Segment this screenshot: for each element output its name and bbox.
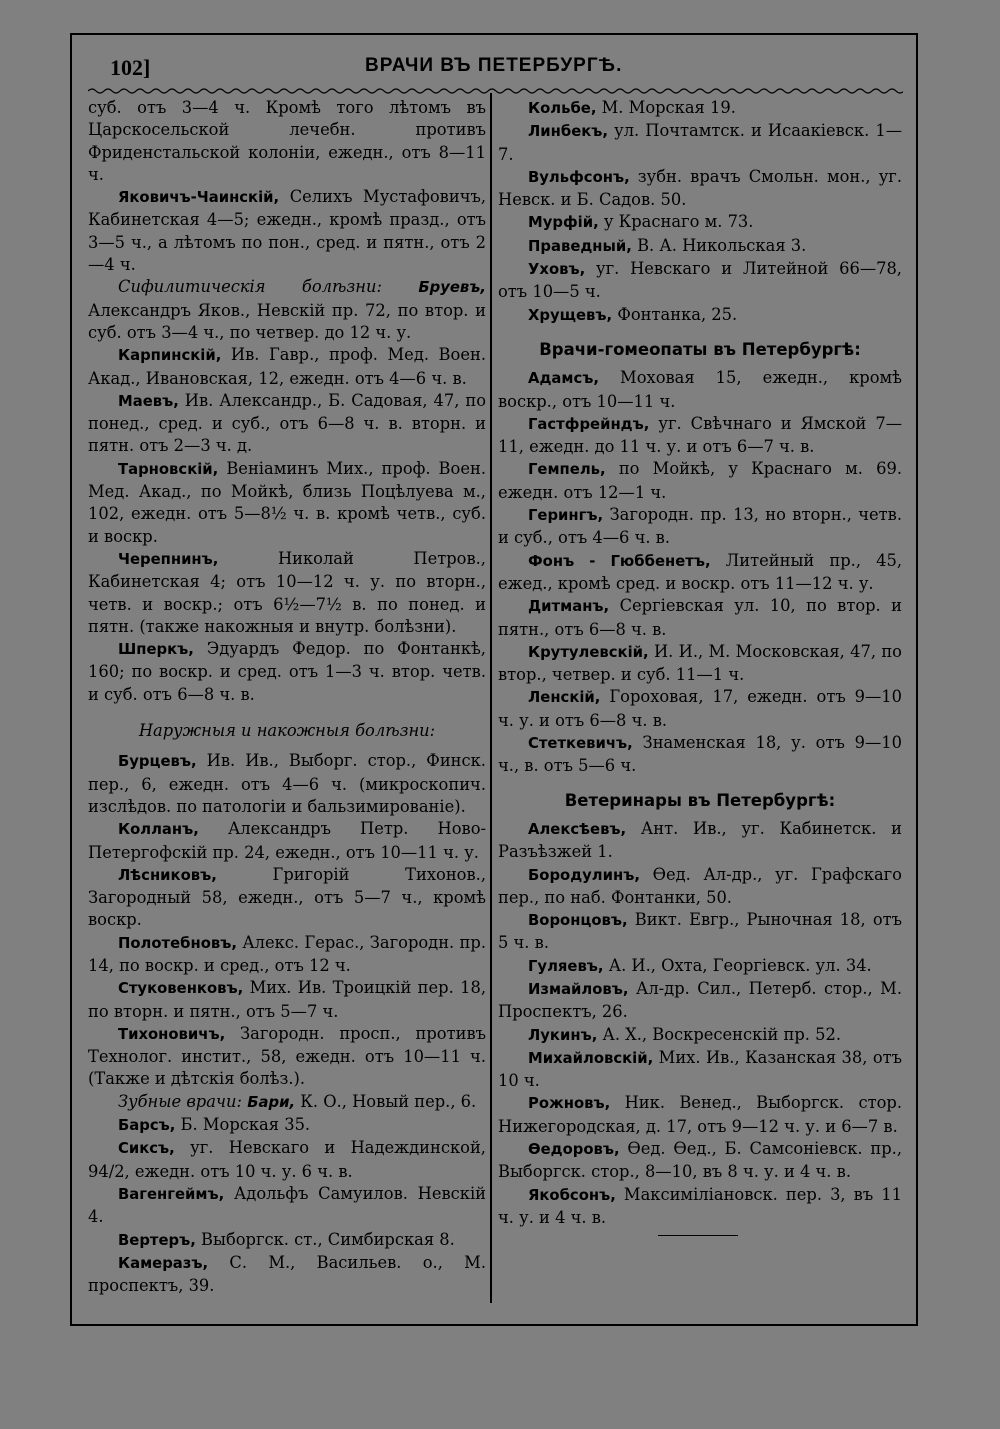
list-item bbox=[498, 120, 902, 166]
list-item bbox=[498, 1047, 902, 1093]
list-item bbox=[88, 1137, 486, 1183]
entry-name: Дитманъ, bbox=[528, 598, 610, 616]
list-item bbox=[498, 258, 902, 304]
dentist-list-continued bbox=[498, 97, 902, 327]
list-item bbox=[498, 1092, 902, 1138]
entry-name: Гуляевъ, bbox=[528, 957, 604, 975]
skin-section-title: Наружныя и накожныя болѣзни: bbox=[138, 721, 436, 741]
list-item bbox=[498, 641, 902, 687]
entry-name: Ленскій, bbox=[528, 689, 601, 707]
list-item bbox=[88, 1183, 486, 1229]
page bbox=[70, 33, 918, 1326]
list-item bbox=[88, 1229, 486, 1252]
entry-text: Григорій Тихонов., Загородный 58, ежедн., отъ 5—7 ч., кромѣ воскр. bbox=[88, 864, 486, 930]
entry-text: зубн. врачъ Смольн. мон., уг. Невск. и Б. Садов. 50. bbox=[498, 166, 902, 210]
entry-text: Загородн. пр. 13, но вторн., четв. и суб., отъ 4—6 ч. в. bbox=[498, 505, 902, 548]
entry-name: Уховъ, bbox=[528, 261, 586, 279]
list-item bbox=[498, 1138, 902, 1184]
entry-name: Вагенгеймъ, bbox=[118, 1185, 225, 1203]
running-title: ВРАЧИ ВЪ ПЕТЕРБУРГѢ. bbox=[365, 55, 623, 76]
list-item bbox=[498, 211, 902, 234]
entry-name: Лукинъ, bbox=[528, 1026, 598, 1044]
entry-text: Ив. Гавр., проф. Мед. Воен. Акад., Ивановская, 12, ежедн. отъ 4—6 ч. в. bbox=[88, 345, 486, 388]
entry-text: Алекс. Герас., Загородн. пр. 14, по воскр. и сред., отъ 12 ч. bbox=[88, 932, 486, 975]
left-column bbox=[88, 97, 486, 1297]
entry-name: Карпинскій, bbox=[118, 347, 222, 365]
entry-text: С. М., Васильев. о., М. проспектъ, 39. bbox=[88, 1252, 486, 1296]
entry-text: Александръ Петр. Ново-Петергофскій пр. 24, ежедн., отъ 10—11 ч. у. bbox=[88, 819, 486, 862]
entry-text: уг. Свѣчнаго и Ямской 7—11, ежедн. до 11 ч. у. и отъ 6—7 ч. в. bbox=[498, 413, 902, 457]
entry-text: Александръ Яков., Невскій пр. 72, по втор. и суб. отъ 3—4 ч., по четвер. до 12 ч. у. bbox=[88, 300, 486, 342]
list-item bbox=[498, 978, 902, 1024]
entry-text: Ив. Ив., Выборг. стор., Финск. пер., 6, ежедн. отъ 4—6 ч. (микроскопич. изслѣдов. по патологіи и бальзимированіе). bbox=[88, 751, 486, 816]
list-item bbox=[498, 413, 902, 459]
list-item bbox=[498, 595, 902, 641]
frame-bottom-rule bbox=[70, 1324, 918, 1326]
entry-name: Тарновскій, bbox=[118, 460, 219, 478]
entry-text: Ант. Ив., уг. Кабинетск. и Разъѣзжей 1. bbox=[498, 818, 902, 862]
dentist-list bbox=[88, 1114, 486, 1297]
veterinarians-list bbox=[498, 818, 902, 1229]
entry-text: Адольфъ Самуилов. Невскій 4. bbox=[88, 1183, 486, 1227]
list-item bbox=[88, 864, 486, 932]
list-item bbox=[498, 550, 902, 596]
entry-text: ул. Почтамтск. и Исаакіевск. 1—7. bbox=[498, 121, 902, 164]
list-item bbox=[88, 458, 486, 548]
entry-name: Бурцевъ, bbox=[118, 753, 197, 771]
frame-left-rule bbox=[70, 33, 72, 1326]
entry-text: Эдуардъ Федор. по Фонтанкѣ, 160; по воскр. и сред. отъ 1—3 ч. втор. четв. и суб. отъ 6—8 ч. в. bbox=[88, 639, 486, 704]
entry-name: Герингъ, bbox=[528, 507, 604, 525]
entry-text: Выборгск. ст., Симбирская 8. bbox=[195, 1229, 455, 1249]
list-item bbox=[498, 1024, 902, 1047]
list-item bbox=[88, 548, 486, 638]
entry-name: Тихоновичъ, bbox=[118, 1025, 226, 1043]
entry-text: Ѳед. Ѳед., Б. Самсоніевск. пр., Выборгск. стор., 8—10, въ 8 ч. у. и 4 ч. в. bbox=[498, 1139, 902, 1182]
entry-text: Литейный пр., 45, ежед., кромѣ сред. и воскр. отъ 11—12 ч. у. bbox=[498, 550, 902, 593]
entry-text: Веніаминъ Мих., проф. Воен. Мед. Акад., по Мойкѣ, близь Поцѣлуева м., 102, ежедн. отъ 5—8½ ч. в. кромѣ четв., суб. и воскр. bbox=[88, 458, 486, 546]
entry-name: Бруевъ, bbox=[418, 279, 486, 297]
right-column bbox=[498, 97, 902, 1236]
entry-name: Крутулевскій, bbox=[528, 643, 649, 661]
list-item bbox=[498, 955, 902, 978]
veterinarians-title: Ветеринары въ Петербургѣ: bbox=[564, 790, 836, 810]
entry-text: Викт. Евгр., Рыночная 18, отъ 5 ч. в. bbox=[498, 910, 902, 953]
entry-name: Бари, bbox=[247, 1093, 296, 1111]
entry-text: Загородн. просп., противъ Технолог. инстит., 58, ежедн. отъ 10—11 ч. (Также и дѣтскія болѣз.). bbox=[88, 1023, 486, 1089]
entry-text: В. А. Никольская 3. bbox=[631, 235, 807, 255]
section-label: Зубные врачи: bbox=[118, 1091, 243, 1111]
list-item bbox=[498, 235, 902, 258]
list-item bbox=[88, 638, 486, 706]
page-header bbox=[110, 55, 910, 83]
entry-name: Адамсъ, bbox=[528, 370, 599, 388]
entry-text: А. И., Охта, Георгіевск. ул. 34. bbox=[603, 955, 872, 975]
entry-text: Сергіевская ул. 10, по втор. и пятн., отъ 6—8 ч. в. bbox=[498, 596, 902, 639]
entry-name: Якобсонъ, bbox=[528, 1186, 616, 1204]
list-item bbox=[88, 750, 486, 818]
entry-name: Стеткевичъ, bbox=[528, 735, 633, 753]
entry-name: Алексѣевъ, bbox=[528, 820, 627, 838]
syphilis-section bbox=[88, 276, 486, 344]
entry-text: Николай Петров., Кабинетская 4; отъ 10—12 ч. у. по вторн., четв. и воскр.; отъ 6½—7½ в. по понед. и пятн. (также накожныя и внутр. болѣзни). bbox=[88, 548, 486, 636]
homeopaths-list bbox=[498, 367, 902, 777]
entry-text: К. О., Новый пер., 6. bbox=[295, 1091, 477, 1111]
frame-right-rule bbox=[916, 33, 918, 1326]
list-item bbox=[498, 504, 902, 550]
list-item bbox=[498, 686, 902, 732]
list-item bbox=[498, 367, 902, 413]
page-number: 102] bbox=[110, 55, 151, 80]
column-divider bbox=[490, 93, 492, 1303]
list-item bbox=[498, 909, 902, 955]
entry-text: Ив. Александр., Б. Садовая, 47, по понед., сред. и суб., отъ 6—8 ч. в. вторн. и пятн. отъ 2—3 ч. д. bbox=[88, 390, 486, 456]
entry-text: И. И., М. Московская, 47, по втор., четвер. и суб. 11—1 ч. bbox=[498, 641, 902, 685]
entry-text: Фонтанка, 25. bbox=[612, 304, 738, 324]
entry-name: Полотебновъ, bbox=[118, 934, 237, 952]
entry-name: Камеразъ, bbox=[118, 1254, 209, 1272]
list-item bbox=[88, 932, 486, 978]
entry-text: Мих. Ив. Троицкій пер. 18, по вторн. и пятн., отъ 5—7 ч. bbox=[88, 978, 486, 1021]
entry-name: Лѣсниковъ, bbox=[118, 866, 217, 884]
entry-text: уг. Невскаго и Надеждинской, 94/2, ежедн. отъ 10 ч. у. 6 ч. в. bbox=[88, 1138, 486, 1181]
list-item bbox=[498, 732, 902, 778]
homeopaths-title: Врачи-гомеопаты въ Петербургѣ: bbox=[539, 339, 861, 359]
entry-name: Ѳедоровъ, bbox=[528, 1141, 620, 1159]
end-rule bbox=[658, 1235, 738, 1236]
entry-name: Сиксъ, bbox=[118, 1140, 175, 1158]
entry-name: Воронцовъ, bbox=[528, 912, 628, 930]
entry-name: Колланъ, bbox=[118, 821, 199, 839]
entry-text: по Мойкѣ, у Краснаго м. 69. ежедн. отъ 12—1 ч. bbox=[498, 459, 902, 502]
list-item bbox=[498, 304, 902, 327]
list-item bbox=[498, 1184, 902, 1230]
entry-text: М. Морская 19. bbox=[596, 98, 736, 117]
entry-text: Гороховая, 17, ежедн. отъ 9—10 ч. у. и отъ 6—8 ч. в. bbox=[498, 687, 902, 730]
list-item bbox=[88, 186, 486, 276]
entry-name: Кольбе, bbox=[528, 100, 597, 117]
list-item bbox=[88, 977, 486, 1023]
entry-name: Вульфсонъ, bbox=[528, 168, 630, 186]
entry-name: Гемпель, bbox=[528, 461, 606, 479]
list-item bbox=[498, 864, 902, 910]
entry-text: уг. Невскаго и Литейной 66—78, отъ 10—5 ч. bbox=[498, 259, 902, 302]
list-item bbox=[498, 458, 902, 504]
entry-name: Стуковенковъ, bbox=[118, 980, 244, 998]
entry-name: Шперкъ, bbox=[118, 641, 194, 659]
entry-name: Маевъ, bbox=[118, 392, 179, 410]
list-item bbox=[498, 97, 902, 120]
list-item bbox=[88, 1252, 486, 1298]
dentist-section bbox=[88, 1091, 486, 1114]
entry-text: Селихъ Мустафовичъ, Кабинетская 4—5; ежедн., кромѣ празд., отъ 3—5 ч., а лѣтомъ по пон., сред. и пятн., отъ 2—4 ч. bbox=[88, 187, 486, 275]
entry-name: Бородулинъ, bbox=[528, 866, 640, 884]
syphilis-list bbox=[88, 344, 486, 706]
entry-text: Ал-др. Сил., Петерб. стор., М. Проспектъ, 26. bbox=[498, 978, 902, 1022]
list-item bbox=[498, 166, 902, 212]
entry-name: Хрущевъ, bbox=[528, 306, 613, 324]
entry-text: Моховая 15, ежедн., кромѣ воскр., отъ 10—11 ч. bbox=[498, 368, 902, 411]
entry-name: Мурфій, bbox=[528, 214, 599, 232]
entry-text: Б. Морская 35. bbox=[175, 1115, 311, 1135]
entry-name: Яковичъ-Чаинскій, bbox=[118, 189, 280, 207]
entry-name: Рожновъ, bbox=[528, 1095, 611, 1113]
entry-text: Ник. Венед., Выборгск. стор. Нижегородская, д. 17, отъ 9—12 ч. у. и 6—7 в. bbox=[498, 1093, 902, 1136]
section-label: Сифилитическія болѣзни: bbox=[118, 277, 382, 297]
entry-name: Праведный, bbox=[528, 237, 632, 255]
list-item bbox=[88, 818, 486, 864]
frame-top-rule bbox=[70, 33, 916, 35]
entry-text: у Краснаго м. 73. bbox=[598, 212, 754, 232]
entry-text: Мих. Ив., Казанская 38, отъ 10 ч. bbox=[498, 1047, 902, 1091]
entry-name: Фонъ - Гюббенетъ, bbox=[528, 552, 711, 570]
list-item bbox=[88, 1114, 486, 1137]
continuation-text: суб. отъ 3—4 ч. Кромѣ того лѣтомъ въ Царскосельской лечебн. противъ Фриденстальской колоніи, ежедн., отъ 8—11 ч. bbox=[88, 98, 486, 184]
entry-name: Гастфрейндъ, bbox=[528, 415, 650, 433]
entry-text: Ѳед. Ал-др., уг. Графскаго пер., по наб. Фонтанки, 50. bbox=[498, 864, 902, 907]
list-item bbox=[88, 390, 486, 458]
entry-name: Измайловъ, bbox=[528, 980, 629, 998]
entry-text: А. Х., Воскресенскій пр. 52. bbox=[597, 1024, 842, 1044]
entry-text: Знаменская 18, у. отъ 9—10 ч., в. отъ 5—6 ч. bbox=[498, 733, 902, 776]
list-item bbox=[88, 1023, 486, 1091]
entry-name: Вертеръ, bbox=[118, 1231, 196, 1249]
list-item bbox=[88, 344, 486, 390]
skin-list bbox=[88, 750, 486, 1090]
entry-text: Максиміліановск. пер. 3, въ 11 ч. у. и 4 ч. в. bbox=[498, 1184, 902, 1227]
list-item bbox=[498, 818, 902, 864]
entry-name: Черепнинъ, bbox=[118, 550, 219, 568]
entry-name: Линбекъ, bbox=[528, 123, 609, 141]
entry-name: Михайловскій, bbox=[528, 1049, 654, 1067]
entry-name: Барсъ, bbox=[118, 1117, 176, 1135]
